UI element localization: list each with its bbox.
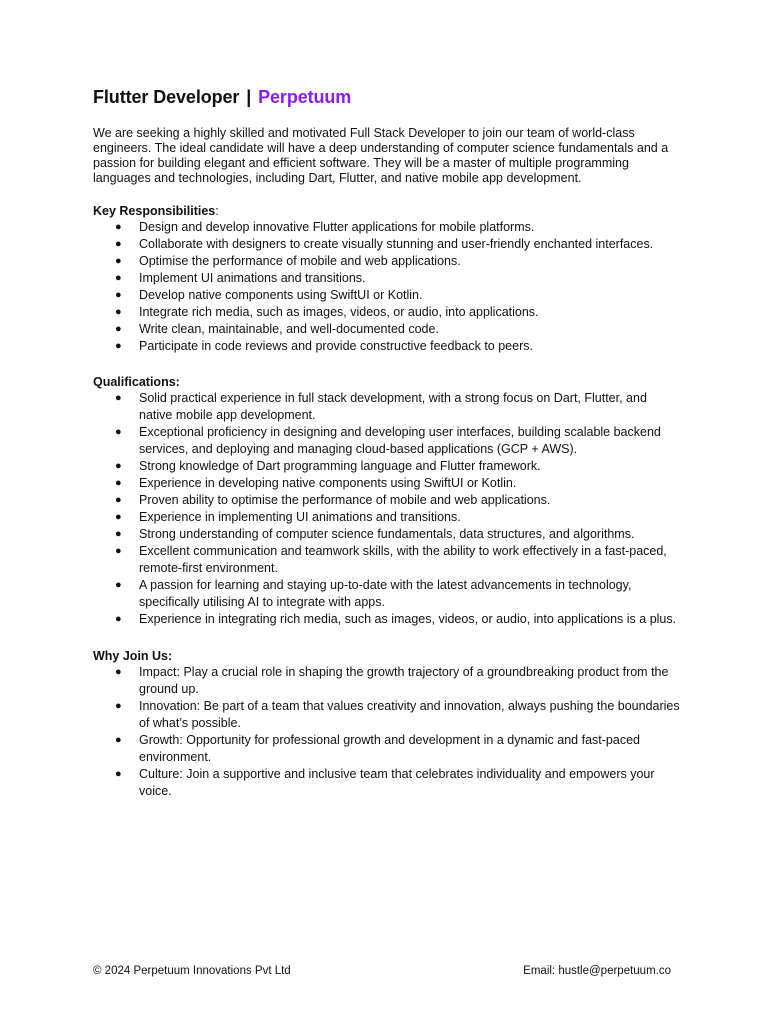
footer-email: Email: hustle@perpetuum.co bbox=[523, 965, 671, 977]
qualification-item bbox=[93, 526, 683, 543]
bullet-icon: ● bbox=[115, 340, 122, 352]
bullet-icon: ● bbox=[115, 221, 122, 233]
why-join-item-text: Impact: Play a crucial role in shaping the growth trajectory of a groundbreaking product from the ground up. bbox=[139, 665, 669, 696]
document-page bbox=[93, 84, 683, 800]
qualification-item-text: Experience in implementing UI animations and transitions. bbox=[139, 510, 461, 524]
responsibilities-list bbox=[93, 219, 683, 355]
responsibility-item-text: Design and develop innovative Flutter applications for mobile platforms. bbox=[139, 220, 535, 234]
why-join-item-text: Growth: Opportunity for professional growth and development in a dynamic and fast-paced environment. bbox=[139, 733, 640, 764]
why-join-heading: Why Join Us: bbox=[93, 649, 173, 663]
why-join-item-text: Culture: Join a supportive and inclusive team that celebrates individuality and empowers your voice. bbox=[139, 767, 655, 798]
bullet-icon: ● bbox=[115, 477, 122, 489]
bullet-icon: ● bbox=[115, 272, 122, 284]
page-title bbox=[93, 84, 683, 110]
bullet-icon: ● bbox=[115, 306, 122, 318]
qualification-item-text: Strong understanding of computer science fundamentals, data structures, and algorithms. bbox=[139, 527, 635, 541]
bullet-icon: ● bbox=[115, 238, 122, 250]
footer-copyright: © 2024 Perpetuum Innovations Pvt Ltd bbox=[93, 965, 291, 977]
why-join-item-text: Innovation: Be part of a team that values creativity and innovation, always pushing the boundaries of what’s possible. bbox=[139, 699, 680, 730]
why-join-item bbox=[93, 698, 683, 732]
qualification-item bbox=[93, 424, 683, 458]
bullet-icon: ● bbox=[115, 255, 122, 267]
qualification-item-text: Strong knowledge of Dart programming language and Flutter framework. bbox=[139, 459, 541, 473]
why-join-list bbox=[93, 664, 683, 800]
responsibilities-heading bbox=[93, 203, 683, 219]
responsibilities-heading-colon: : bbox=[215, 204, 219, 218]
bullet-icon: ● bbox=[115, 613, 122, 625]
responsibility-item bbox=[93, 321, 683, 338]
responsibility-item bbox=[93, 270, 683, 287]
qualification-item bbox=[93, 509, 683, 526]
job-role-title: Flutter Developer bbox=[93, 87, 240, 107]
bullet-icon: ● bbox=[115, 460, 122, 472]
bullet-icon: ● bbox=[115, 511, 122, 523]
qualification-item-text: A passion for learning and staying up-to-date with the latest advancements in technology, specifically utilising AI to integrate with apps. bbox=[139, 578, 632, 609]
bullet-icon: ● bbox=[115, 545, 122, 557]
qualification-item bbox=[93, 492, 683, 509]
responsibility-item bbox=[93, 304, 683, 321]
bullet-icon: ● bbox=[115, 494, 122, 506]
responsibility-item-text: Develop native components using SwiftUI or Kotlin. bbox=[139, 288, 423, 302]
qualification-item-text: Exceptional proficiency in designing and developing user interfaces, building scalable backend services, and deploying and managing cloud-based applications (GCP + AWS). bbox=[139, 425, 661, 456]
page-footer bbox=[93, 964, 671, 979]
bullet-icon: ● bbox=[115, 768, 122, 780]
responsibility-item-text: Participate in code reviews and provide constructive feedback to peers. bbox=[139, 339, 533, 353]
bullet-icon: ● bbox=[115, 528, 122, 540]
responsibility-item-text: Optimise the performance of mobile and web applications. bbox=[139, 254, 461, 268]
qualification-item-text: Excellent communication and teamwork skills, with the ability to work effectively in a fast-paced, remote-first environment. bbox=[139, 544, 667, 575]
responsibilities-heading-text: Key Responsibilities bbox=[93, 204, 216, 218]
bullet-icon: ● bbox=[115, 700, 122, 712]
intro-paragraph: We are seeking a highly skilled and motivated Full Stack Developer to join our team of world-class engineers. The ideal candidate will have a deep understanding of computer science fundamentals and a passion for building elegant and efficient software. They will be a master of multiple programming languages and technologies, including Dart, Flutter, and native mobile app development. bbox=[93, 126, 669, 185]
qualification-item bbox=[93, 475, 683, 492]
bullet-icon: ● bbox=[115, 392, 122, 404]
responsibility-item bbox=[93, 219, 683, 236]
qualification-item-text: Experience in integrating rich media, such as images, videos, or audio, into applications is a plus. bbox=[139, 612, 677, 626]
title-separator: | bbox=[246, 87, 252, 107]
bullet-icon: ● bbox=[115, 323, 122, 335]
responsibility-item bbox=[93, 287, 683, 304]
responsibility-item-text: Integrate rich media, such as images, videos, or audio, into applications. bbox=[139, 305, 539, 319]
qualifications-list bbox=[93, 390, 683, 628]
bullet-icon: ● bbox=[115, 734, 122, 746]
bullet-icon: ● bbox=[115, 666, 122, 678]
qualification-item bbox=[93, 611, 683, 628]
why-join-item bbox=[93, 732, 683, 766]
why-join-item bbox=[93, 664, 683, 698]
bullet-icon: ● bbox=[115, 426, 122, 438]
company-name: Perpetuum bbox=[258, 87, 352, 107]
qualification-item bbox=[93, 577, 683, 611]
qualification-item-text: Proven ability to optimise the performance of mobile and web applications. bbox=[139, 493, 551, 507]
qualification-item-text: Experience in developing native components using SwiftUI or Kotlin. bbox=[139, 476, 517, 490]
responsibility-item-text: Implement UI animations and transitions. bbox=[139, 271, 366, 285]
qualifications-heading: Qualifications: bbox=[93, 375, 180, 389]
responsibility-item bbox=[93, 338, 683, 355]
bullet-icon: ● bbox=[115, 579, 122, 591]
responsibility-item bbox=[93, 236, 683, 253]
responsibility-item bbox=[93, 253, 683, 270]
qualification-item bbox=[93, 390, 683, 424]
responsibility-item-text: Write clean, maintainable, and well-documented code. bbox=[139, 322, 439, 336]
qualification-item bbox=[93, 458, 683, 475]
why-join-item bbox=[93, 766, 683, 800]
responsibility-item-text: Collaborate with designers to create visually stunning and user-friendly enchanted interfaces. bbox=[139, 237, 654, 251]
qualification-item-text: Solid practical experience in full stack development, with a strong focus on Dart, Flutter, and native mobile app development. bbox=[139, 391, 647, 422]
bullet-icon: ● bbox=[115, 289, 122, 301]
qualification-item bbox=[93, 543, 683, 577]
